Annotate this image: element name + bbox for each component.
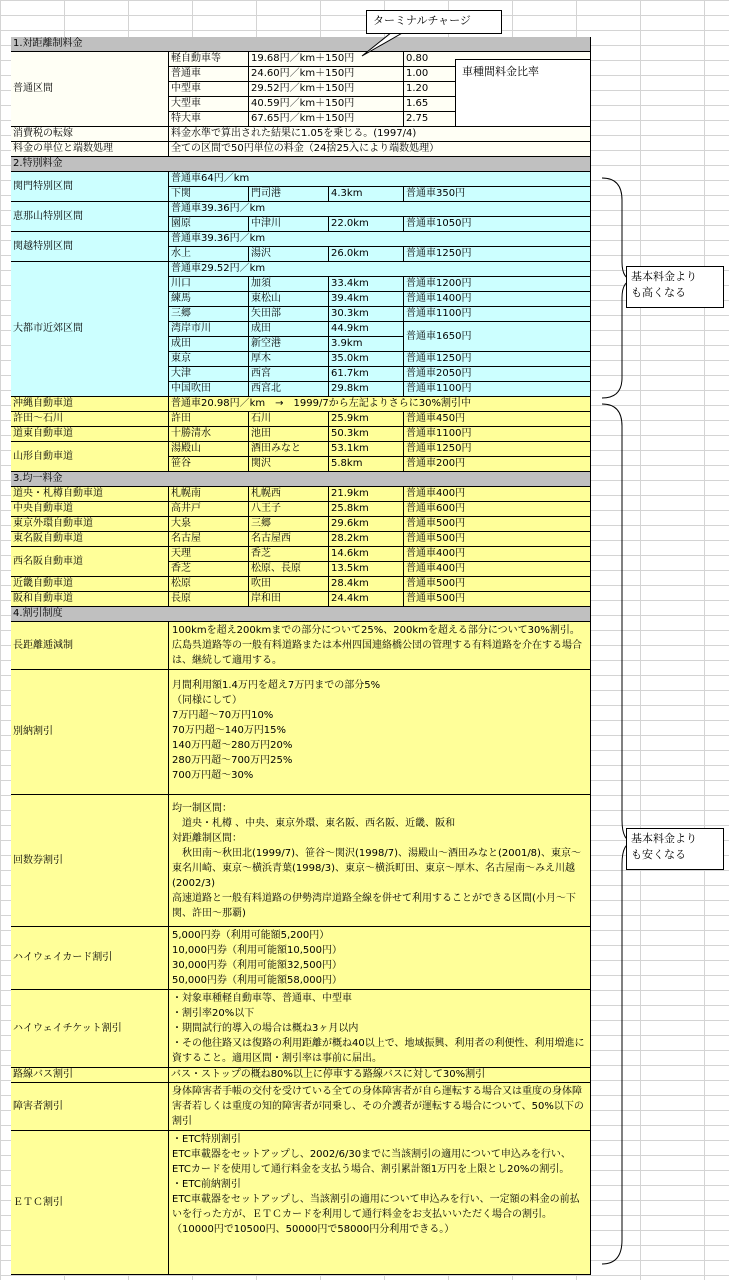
s2-fare: 普通車1100円 bbox=[404, 382, 591, 397]
s2-dist: 53.1km bbox=[329, 442, 404, 457]
s2-kanetsu-rate: 普通車39.36円／km bbox=[169, 232, 591, 247]
s3-fare: 普通車400円 bbox=[404, 487, 591, 502]
s3-to: 吹田 bbox=[249, 577, 329, 592]
s2-dist: 26.0km bbox=[329, 247, 404, 262]
s3-dist: 28.4km bbox=[329, 577, 404, 592]
callout-terminal-charge: ターミナルチャージ bbox=[366, 10, 502, 34]
s1-tax-text: 料金水準で算出された結果に1.05を乗じる。(1997/4) bbox=[169, 127, 591, 142]
s2-to: 新空港 bbox=[249, 337, 329, 352]
s2-from: 十勝清水 bbox=[169, 427, 249, 442]
s2-from: 中国吹田 bbox=[169, 382, 249, 397]
section4-header: 4.割引制度 bbox=[11, 607, 591, 622]
s1-ratio: 2.75 bbox=[404, 112, 591, 127]
s3-road-label: 中央自動車道 bbox=[11, 502, 169, 517]
s1-rate: 40.59円／km＋150円 bbox=[249, 97, 404, 112]
callout-vehicle-ratio: 車種間料金比率 bbox=[455, 59, 591, 127]
s1-tax-label: 消費税の転嫁 bbox=[11, 127, 169, 142]
s3-fare: 普通車500円 bbox=[404, 517, 591, 532]
s4-line: 月間利用額1.4万円を超え7万円までの部分5% bbox=[172, 680, 381, 691]
s1-ratio: 0.80 bbox=[404, 52, 591, 67]
s3-dist: 28.2km bbox=[329, 532, 404, 547]
s2-dist: 30.3km bbox=[329, 307, 404, 322]
s4-line: 対距離制区間： bbox=[172, 833, 242, 844]
s2-dist: 50.3km bbox=[329, 427, 404, 442]
s2-to: 湯沢 bbox=[249, 247, 329, 262]
s4-disabled-text: 身体障害者手帳の交付を受けている全ての身体障害者が自ら運転する場合又は重度の身体障害者若しくは重度の知的障害者が同乗し、その介護者が運転する場合について、50%以下の割引 bbox=[169, 1083, 591, 1131]
s2-okinawa-label: 沖縄自動車道 bbox=[11, 397, 169, 412]
s2-to: 石川 bbox=[249, 412, 329, 427]
s3-to: 名古屋西 bbox=[249, 532, 329, 547]
s2-from: 下関 bbox=[169, 187, 249, 202]
s4-line: ・ETC特別割引 bbox=[172, 1134, 241, 1145]
s3-road-label: 東京外環自動車道 bbox=[11, 517, 169, 532]
s3-from: 松原 bbox=[169, 577, 249, 592]
s3-road-label: 道央・札樽自動車道 bbox=[11, 487, 169, 502]
s2-to: 関沢 bbox=[249, 457, 329, 472]
s2-yamagata-label: 山形自動車道 bbox=[11, 442, 169, 472]
s4-line: ETC車載器をセットアップし、当該割引の適用について申込みを行い、一定額の料金の前払いを行った方が、ＥＴＣカードを利用して通行料金をお支払いいただく場合の割引。（10000円で10500円、50000円で58000円分利用できる。） bbox=[172, 1194, 580, 1235]
s2-dist: 35.0km bbox=[329, 352, 404, 367]
s2-dist: 33.4km bbox=[329, 277, 404, 292]
s1-vehicle: 普通車 bbox=[169, 67, 249, 82]
s3-road-label: 近畿自動車道 bbox=[11, 577, 169, 592]
s4-line: ・割引率20%以下 bbox=[172, 1008, 255, 1019]
s3-fare: 普通車500円 bbox=[404, 592, 591, 607]
s2-dist: 3.9km bbox=[329, 337, 404, 352]
s4-line: 280万円超～700万円25% bbox=[172, 755, 293, 766]
s2-dist: 5.8km bbox=[329, 457, 404, 472]
s1-vehicle: 大型車 bbox=[169, 97, 249, 112]
s4-line: 道央・札樽 、中央、東京外環、東名阪、西名阪、近畿、阪和 bbox=[172, 818, 456, 829]
s2-fare: 普通車1200円 bbox=[404, 277, 591, 292]
s1-ratio: 1.20 bbox=[404, 82, 591, 97]
s4-bus-label: 路線バス割引 bbox=[11, 1068, 169, 1083]
s4-line: 7万円超～70万円10% bbox=[172, 710, 274, 721]
s4-separate-pay-label: 別納割引 bbox=[11, 670, 169, 795]
s2-from: 大津 bbox=[169, 367, 249, 382]
s2-enazan-rate: 普通車39.36円／km bbox=[169, 202, 591, 217]
s2-fare: 普通車200円 bbox=[404, 457, 591, 472]
s1-rate: 19.68円／km＋150円 bbox=[249, 52, 404, 67]
s3-to: 香芝 bbox=[249, 547, 329, 562]
s4-highway-ticket-label: ハイウェイチケット割引 bbox=[11, 990, 169, 1068]
s4-line: 5,000円券（利用可能額5,200円） bbox=[172, 930, 330, 941]
s3-dist: 13.5km bbox=[329, 562, 404, 577]
s3-to: 三郷 bbox=[249, 517, 329, 532]
s3-from: 高井戸 bbox=[169, 502, 249, 517]
section1-header: 1.対距離制料金 bbox=[11, 37, 591, 52]
s3-fare: 普通車600円 bbox=[404, 502, 591, 517]
s3-from: 長原 bbox=[169, 592, 249, 607]
s2-metro-rate: 普通車29.52円／km bbox=[169, 262, 591, 277]
s4-bus-text: バス・ストップの概ね80%以上に停車する路線バスに対して30%割引 bbox=[169, 1068, 591, 1083]
s2-dist: 29.8km bbox=[329, 382, 404, 397]
s2-dist: 25.9km bbox=[329, 412, 404, 427]
s2-enazan-label: 恵那山特別区間 bbox=[11, 202, 169, 232]
s2-fare: 普通車1250円 bbox=[404, 352, 591, 367]
s2-to: 西宮 bbox=[249, 367, 329, 382]
s3-nishimeihan-label: 西名阪自動車道 bbox=[11, 547, 169, 577]
s3-to: 岸和田 bbox=[249, 592, 329, 607]
s1-vehicle: 軽自動車等 bbox=[169, 52, 249, 67]
callout-higher-than-base: 基本料金より も高くなる bbox=[626, 266, 724, 308]
s3-to: 八王子 bbox=[249, 502, 329, 517]
s1-area-label: 普通区間 bbox=[11, 52, 169, 127]
s2-merged-fare: 普通車1650円 bbox=[404, 322, 591, 352]
s4-line: 30,000円券（利用可能額32,500円） bbox=[172, 960, 342, 971]
s2-dist: 39.4km bbox=[329, 292, 404, 307]
s2-to: 東松山 bbox=[249, 292, 329, 307]
s2-to: 加須 bbox=[249, 277, 329, 292]
s3-fare: 普通車400円 bbox=[404, 547, 591, 562]
s2-other-label: 道東自動車道 bbox=[11, 427, 169, 442]
s2-dist: 44.9km bbox=[329, 322, 404, 337]
s2-fare: 普通車350円 bbox=[404, 187, 591, 202]
s1-unit-label: 料金の単位と端数処理 bbox=[11, 142, 169, 157]
s4-line: （同様にして） bbox=[172, 695, 242, 706]
s4-line: ・その他往路又は復路の利用距離が概ね40以上で、地域振興、利用者の利便性、利用増進に資すること。適用区間・割引率は事前に届出。 bbox=[172, 1038, 585, 1064]
callout-cheaper-than-base: 基本料金より も安くなる bbox=[626, 828, 724, 870]
s2-dist: 61.7km bbox=[329, 367, 404, 382]
s1-vehicle: 中型車 bbox=[169, 82, 249, 97]
s2-from: 川口 bbox=[169, 277, 249, 292]
s4-long-distance-label: 長距離逓減制 bbox=[11, 622, 169, 670]
callout-pointer bbox=[362, 32, 404, 56]
s2-kanmon-rate: 普通車64円／km bbox=[169, 172, 591, 187]
section3-header: 3.均一料金 bbox=[11, 472, 591, 487]
s4-disabled-label: 障害者割引 bbox=[11, 1083, 169, 1131]
s3-to: 札幌西 bbox=[249, 487, 329, 502]
s2-fare: 普通車1050円 bbox=[404, 217, 591, 232]
s2-dist: 4.3km bbox=[329, 187, 404, 202]
s1-rate: 29.52円／km＋150円 bbox=[249, 82, 404, 97]
s1-rate: 67.65円／km＋150円 bbox=[249, 112, 404, 127]
s2-fare: 普通車1250円 bbox=[404, 442, 591, 457]
s2-fare: 普通車1100円 bbox=[404, 427, 591, 442]
s4-line: ・ETC前納割引 bbox=[172, 1179, 241, 1190]
s4-line: ETC車載器をセットアップし、2002/6/30までに当該割引の適用について申込みを行い、ETCカードを使用して通行料金を支払う場合、割引累計額1万円を上限とし20%の割引。 bbox=[172, 1149, 571, 1175]
s4-line: 高速道路と一般有料道路の伊勢湾岸道路全線を併せて利用することができる区間(小月～下関、許田～那覇) bbox=[172, 893, 576, 919]
s2-kanetsu-label: 関越特別区間 bbox=[11, 232, 169, 262]
s3-dist: 21.9km bbox=[329, 487, 404, 502]
s1-rate: 24.60円／km＋150円 bbox=[249, 67, 404, 82]
s3-dist: 25.8km bbox=[329, 502, 404, 517]
s1-ratio: 1.65 bbox=[404, 97, 591, 112]
s3-from: 札幌南 bbox=[169, 487, 249, 502]
s2-to: 西宮北 bbox=[249, 382, 329, 397]
s2-dist: 22.0km bbox=[329, 217, 404, 232]
s2-fare: 普通車2050円 bbox=[404, 367, 591, 382]
s1-ratio: 1.00 bbox=[404, 67, 591, 82]
s2-from: 許田 bbox=[169, 412, 249, 427]
s3-fare: 普通車400円 bbox=[404, 562, 591, 577]
s4-long-distance-text: 100kmを超え200kmまでの部分について25%、200kmを超える部分について30%割引。広島呉道路等の一般有料道路または本州四国連絡橋公団の管理する有料道路を介在する場合は、継続して適用する。 bbox=[169, 622, 591, 670]
section2-header: 2.特別料金 bbox=[11, 157, 591, 172]
s4-line: 140万円超～280万円20% bbox=[172, 740, 293, 751]
s3-from: 天理 bbox=[169, 547, 249, 562]
s3-road-label: 阪和自動車道 bbox=[11, 592, 169, 607]
s3-to: 松原、長原 bbox=[249, 562, 329, 577]
s2-from: 笹谷 bbox=[169, 457, 249, 472]
s3-fare: 普通車500円 bbox=[404, 577, 591, 592]
s4-line: ・期間試行的導入の場合は概ね3ヶ月以内 bbox=[172, 1023, 359, 1034]
s4-highway-card-label: ハイウェイカード割引 bbox=[11, 927, 169, 990]
s4-line: 50,000円券（利用可能額58,000円） bbox=[172, 975, 342, 986]
s2-metro-label: 大都市近郊区間 bbox=[11, 262, 169, 397]
s4-line: 均一制区間： bbox=[172, 803, 232, 814]
s2-other-label: 許田～石川 bbox=[11, 412, 169, 427]
s2-fare: 普通車1250円 bbox=[404, 247, 591, 262]
s2-fare: 普通車1100円 bbox=[404, 307, 591, 322]
s3-dist: 24.4km bbox=[329, 592, 404, 607]
s2-fare: 普通車450円 bbox=[404, 412, 591, 427]
s2-to: 厚木 bbox=[249, 352, 329, 367]
s4-line: ・対象車種軽自動車等、普通車、中型車 bbox=[172, 993, 352, 1004]
s4-etc-label: ＥＴＣ割引 bbox=[11, 1131, 169, 1275]
s4-coupon-label: 回数券割引 bbox=[11, 795, 169, 927]
s2-from: 水上 bbox=[169, 247, 249, 262]
s2-from: 湾岸市川 bbox=[169, 322, 249, 337]
s2-from: 湯殿山 bbox=[169, 442, 249, 457]
s3-from: 香芝 bbox=[169, 562, 249, 577]
s4-line: 70万円超～140万円15% bbox=[172, 725, 287, 736]
s3-from: 名古屋 bbox=[169, 532, 249, 547]
s2-from: 東京 bbox=[169, 352, 249, 367]
s3-road-label: 東名阪自動車道 bbox=[11, 532, 169, 547]
s1-unit-text: 全ての区間で50円単位の料金（24捨25入により端数処理） bbox=[169, 142, 591, 157]
s3-dist: 29.6km bbox=[329, 517, 404, 532]
s2-from: 園原 bbox=[169, 217, 249, 232]
s2-from: 練馬 bbox=[169, 292, 249, 307]
s2-to: 成田 bbox=[249, 322, 329, 337]
s4-line: 700万円超～30% bbox=[172, 770, 254, 781]
s2-okinawa-text: 普通車20.98円／km → 1999/7から左記よりさらに30%割引中 bbox=[169, 397, 591, 412]
s2-fare: 普通車1400円 bbox=[404, 292, 591, 307]
s4-line: 秋田南～秋田北(1999/7)、笹谷～関沢(1998/7)、湯殿山～酒田みなと(2001/8)、東京～東名川崎、東京～横浜青葉(1998/3)、東京～横浜町田、東京～厚木、名古屋南～みえ川越(2002/3) bbox=[172, 848, 581, 889]
s2-to: 酒田みなと bbox=[249, 442, 329, 457]
s4-line: 10,000円券（利用可能額10,500円） bbox=[172, 945, 342, 956]
s2-to: 池田 bbox=[249, 427, 329, 442]
s2-from: 成田 bbox=[169, 337, 249, 352]
s2-to: 門司港 bbox=[249, 187, 329, 202]
s3-from: 大泉 bbox=[169, 517, 249, 532]
s2-kanmon-label: 関門特別区間 bbox=[11, 172, 169, 202]
s1-vehicle: 特大車 bbox=[169, 112, 249, 127]
s2-to: 矢田部 bbox=[249, 307, 329, 322]
s2-to: 中津川 bbox=[249, 217, 329, 232]
s2-from: 三郷 bbox=[169, 307, 249, 322]
s3-fare: 普通車500円 bbox=[404, 532, 591, 547]
s3-dist: 14.6km bbox=[329, 547, 404, 562]
